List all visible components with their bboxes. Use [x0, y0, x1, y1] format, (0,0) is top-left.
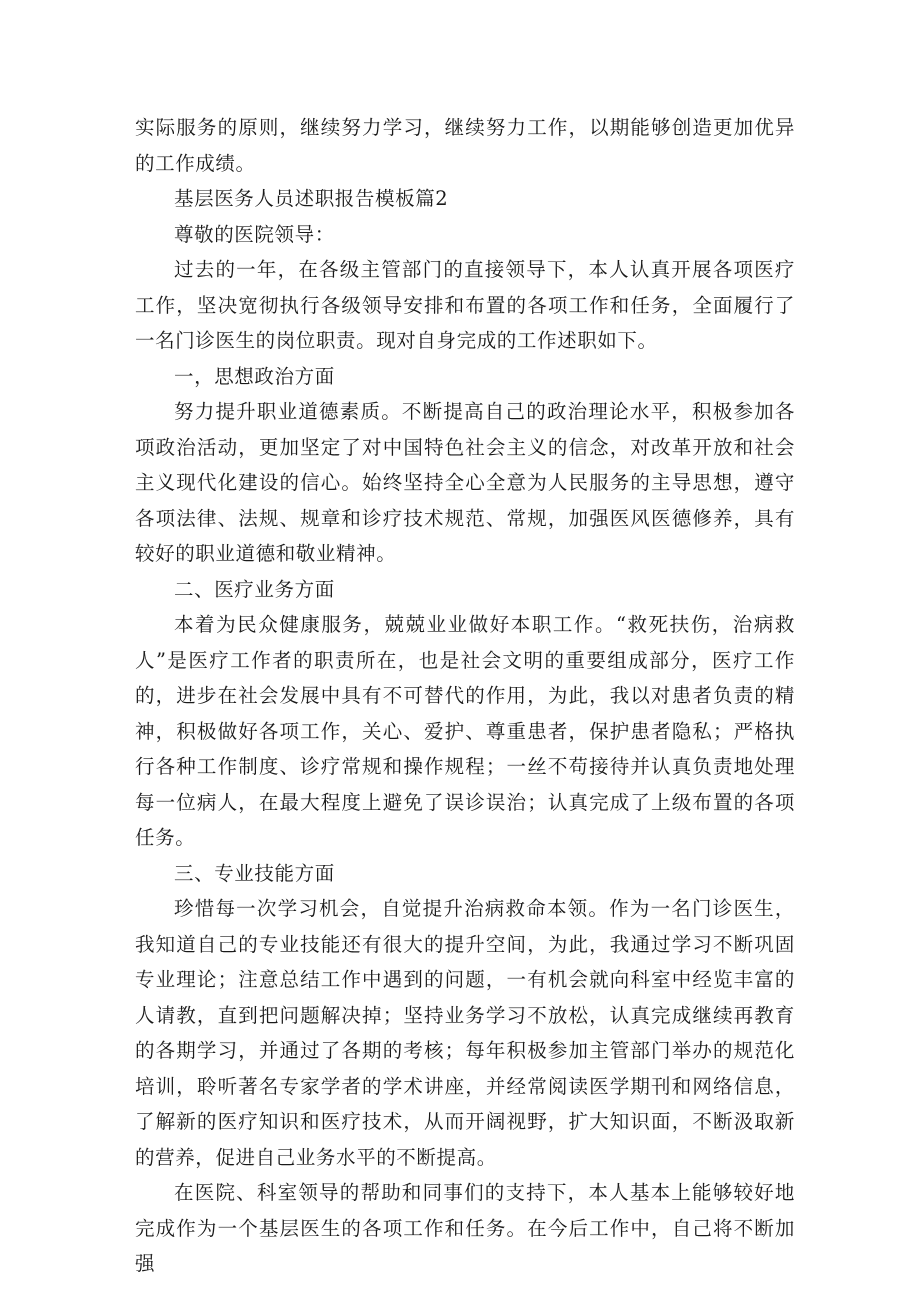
paragraph-intro: 过去的一年，在各级主管部门的直接领导下，本人认真开展各项医疗工作，坚决宽彻执行各级领导安排和布置的各项工作和任务，全面履行了一名门诊医生的岗位职责。现对自身完成的工作述职如下。	[135, 258, 795, 352]
document-body	[135, 110, 795, 1282]
salutation: 尊敬的医院领导：	[174, 222, 335, 246]
paragraph-closing: 在医院、科室领导的帮助和同事们的支持下，本人基本上能够较好地完成作为一个基层医生的各项工作和任务。在今后工作中，自己将不断加强	[135, 1181, 795, 1275]
section-heading-political: 一，思想政治方面	[174, 364, 335, 388]
paragraph-continuation: 实际服务的原则，继续努力学习，继续努力工作，以期能够创造更加优异的工作成绩。	[135, 116, 795, 175]
section-heading-medical: 二、医疗业务方面	[174, 577, 335, 601]
report-title: 基层医务人员述职报告模板篇2	[174, 187, 449, 210]
paragraph-skills: 珍惜每一次学习机会，自觉提升治病救命本领。作为一名门诊医生，我知道自己的专业技能还有很大的提升空间，为此，我通过学习不断巩固专业理论；注意总结工作中遇到的问题，一有机会就向科室中经览丰富的人请教，直到把问题解决掉；坚持业务学习不放松，认真完成继续再教育的各期学习，并通过了各期的考核；每年积极参加主管部门举办的规范化培训，聆听著名专家学者的学术讲座，并经常阅读医学期刊和网络信息，了解新的医疗知识和医疗技术，从而开阔视野，扩大知识面，不断汲取新的营养，促进自己业务水平的不断提高。	[135, 897, 795, 1169]
section-heading-skills: 三、专业技能方面	[174, 861, 335, 885]
paragraph-medical: 本着为民众健康服务，兢兢业业做好本职工作。“救死扶伤，治病救人”是医疗工作者的职责所在，也是社会文明的重要组成部分，医疗工作的，进步在社会发展中具有不可替代的作用，为此，我以对患者负责的精神，积极做好各项工作，关心、爱护、尊重患者，保护患者隐私；严格执行各种工作制度、诊疗常规和操作规程；一丝不苟接待并认真负责地处理每一位病人，在最大程度上避免了误诊误治；认真完成了上级布置的各项任务。	[135, 613, 795, 849]
paragraph-political: 努力提升职业道德素质。不断提高自己的政治理论水平，积极参加各项政治活动，更加坚定了对中国特色社会主义的信念，对改革开放和社会主义现代化建设的信心。始终坚持全心全意为人民服务的主导思想，遵守各项法律、法规、规章和诊疗技术规范、常规，加强医风医德修养，具有较好的职业道德和敬业精神。	[135, 400, 795, 565]
